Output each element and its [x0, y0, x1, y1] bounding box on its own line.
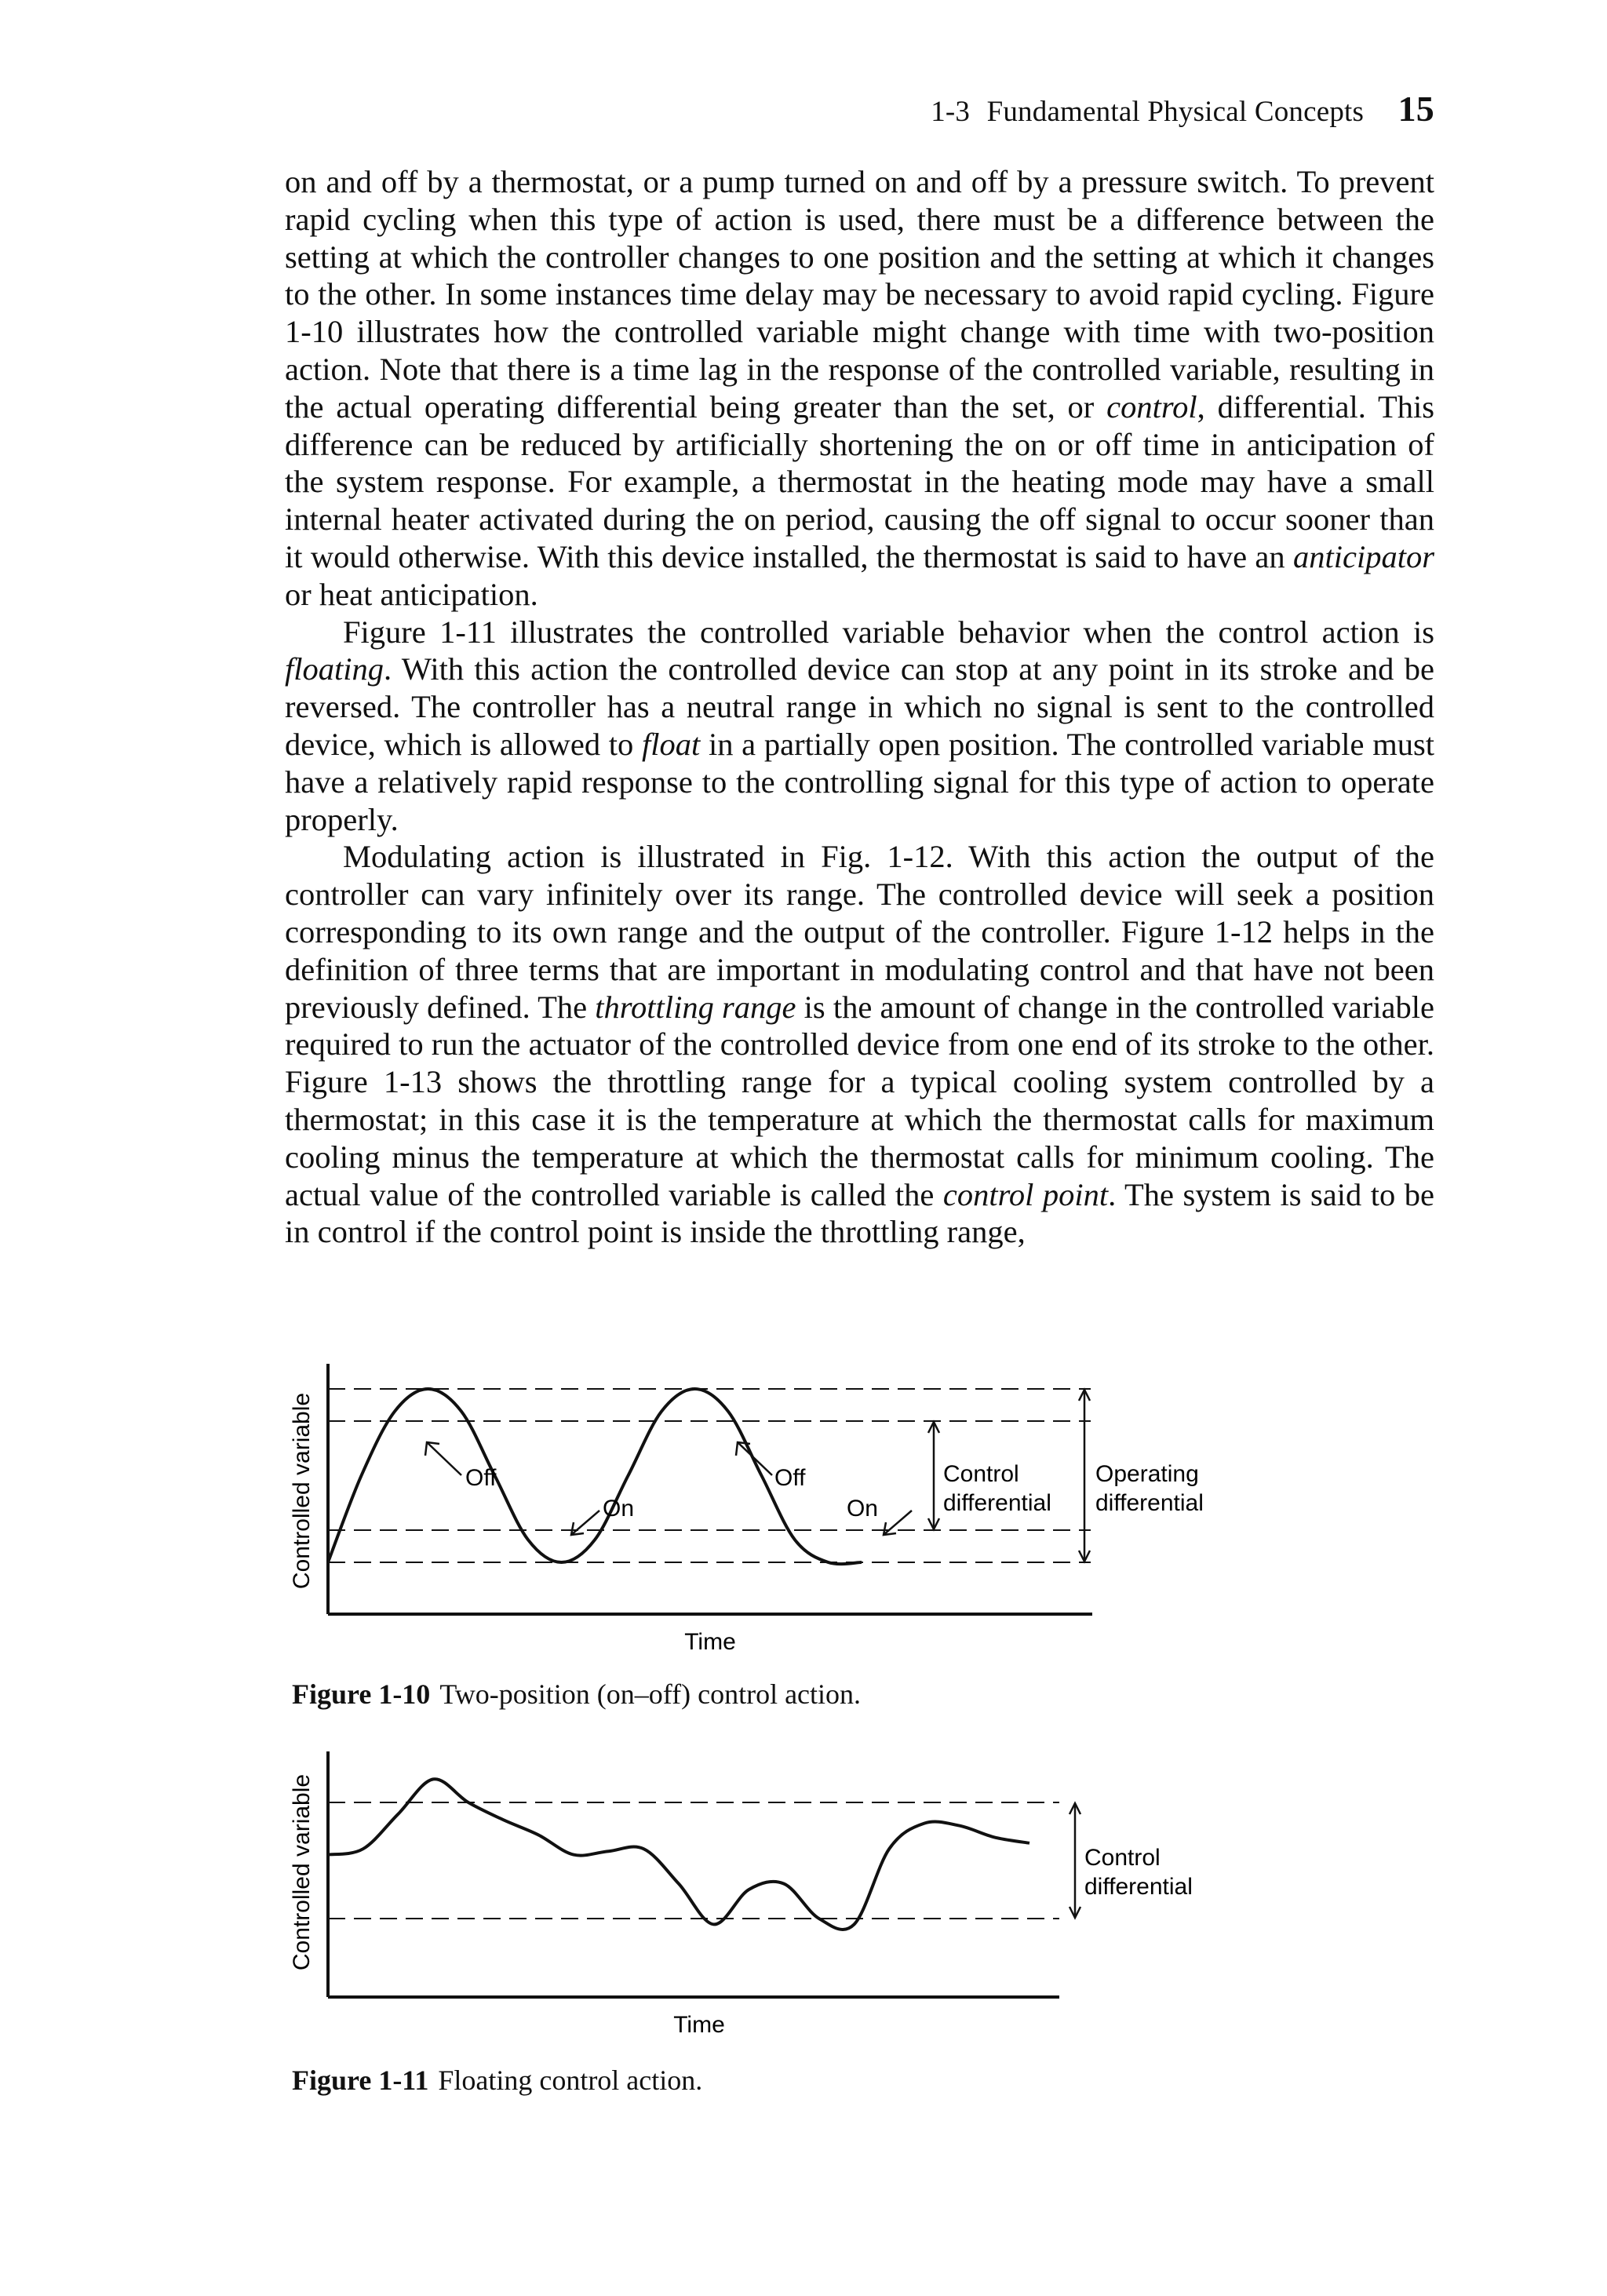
off-label-2: Off [774, 1465, 806, 1491]
on-label-2: On [846, 1496, 878, 1522]
body-text [285, 163, 1434, 1251]
on-label-1: On [603, 1496, 635, 1522]
figure-1-11-caption-label: Figure 1-11 [292, 2065, 429, 2096]
paragraph-3-text-c: . The system is said to be in control if the control point is inside the throttling range, [285, 1176, 1435, 1250]
off-arrow-1-head [425, 1442, 439, 1456]
figure-1-11-caption [292, 2064, 702, 2097]
figure-1-10-caption-label: Figure 1-10 [292, 1678, 431, 1710]
control-differential-label-1: Control [943, 1461, 1019, 1487]
figure-1-11-chart [275, 1734, 1295, 2040]
paragraph-2-italic-floating: floating [285, 651, 384, 687]
page-number: 15 [1397, 89, 1434, 129]
paragraph-3-italic-control-point: control point [942, 1176, 1109, 1212]
off-arrow-1 [427, 1442, 461, 1475]
on-arrow-2 [884, 1511, 912, 1535]
paragraph-1-text-c: or heat anticipation. [285, 576, 538, 612]
paragraph-1-text-b: , differential. This difference can be reduced by artificially shortening the on or off time in anticipation of the system response. For example, a thermostat in the heating mode may have a small internal heater activated during the on period, causing the off signal to occur sooner than it would otherwise. With this device installed, the thermostat is said to have an [285, 388, 1434, 574]
paragraph-3-text-b: is the amount of change in the controlled variable required to run the actuator of the controlled device from one end of its stroke to the other. Figure 1-13 shows the throttling range for a typical cooling system controlled by a thermostat; in this case it is the temperature at which the thermostat calls for maximum cooling minus the temperature at which the thermostat calls for minimum cooling. The actual value of the controlled variable is called the [285, 989, 1435, 1212]
paragraph-1 [285, 163, 1434, 614]
off-label-1: Off [465, 1465, 497, 1491]
paragraph-2-text-b: . With this action the controlled device can stop at any point in its stroke and be reversed. The controller has a neutral range in which no signal is sent to the controlled device, which is allowed to [285, 651, 1434, 762]
figure-1-11 [275, 1734, 1295, 2044]
off-arrow-2 [738, 1442, 772, 1475]
on-arrow-1 [571, 1511, 599, 1535]
figure-1-10-caption-text: Two-position (on–off) control action. [439, 1678, 862, 1710]
paragraph-2-italic-float: float [642, 726, 701, 762]
operating-differential-label-1: Operating [1095, 1461, 1199, 1487]
running-head [931, 88, 1434, 129]
paragraph-2-text-c: in a partially open position. The controlled variable must have a relatively rapid response to the controlling signal for this type of action to operate properly. [285, 726, 1435, 837]
paragraph-1-text-a: on and off by a thermostat, or a pump turned on and off by a pressure switch. To prevent rapid cycling when this type of action is used, there must be a difference between the setting at which the controller changes to one position and the setting at which it changes to the other. In some instances time delay may be necessary to avoid rapid cycling. Figure 1-10 illustrates how the controlled variable might change with time with two-position action. Note that there is a time lag in the response of the controlled variable, resulting in the actual operating differential being greater than the set, or [285, 164, 1434, 425]
paragraph-3-italic-throttling-range: throttling range [595, 989, 796, 1025]
controlled-variable-curve [328, 1779, 1029, 1930]
control-differential-label-2: differential [1084, 1874, 1193, 1900]
figure-1-11-caption-text: Floating control action. [438, 2065, 703, 2096]
control-differential-label-1: Control [1084, 1845, 1161, 1871]
figure-1-10 [275, 1334, 1295, 1683]
paragraph-2-text-a: Figure 1-11 illustrates the controlled variable behavior when the control action is [343, 614, 1434, 650]
paragraph-3 [285, 838, 1434, 1251]
running-head-title: Fundamental Physical Concepts [986, 96, 1365, 128]
paragraph-2 [285, 614, 1434, 839]
operating-differential-label-2: differential [1095, 1490, 1204, 1516]
paragraph-3-text-a: Modulating action is illustrated in Fig. 1-12. With this action the output of the controller can vary infinitely over its range. The controlled device will seek a position corresponding to its own range and the output of the controller. Figure 1-12 helps in the definition of three terms that are important in modulating control and that have not been previously defined. The [285, 839, 1434, 1025]
paragraph-1-italic-anticipator: anticipator [1293, 538, 1434, 574]
x-axis-label: Time [673, 2012, 725, 2038]
y-axis-label: Controlled variable [289, 1773, 315, 1971]
x-axis-label: Time [684, 1629, 736, 1655]
paragraph-1-italic-control: control [1106, 388, 1197, 425]
y-axis-label: Controlled variable [289, 1392, 315, 1590]
control-differential-label-2: differential [943, 1490, 1051, 1516]
running-head-section: 1-3 [931, 96, 971, 128]
figure-1-10-chart [275, 1334, 1295, 1679]
figure-1-10-caption [292, 1678, 861, 1711]
